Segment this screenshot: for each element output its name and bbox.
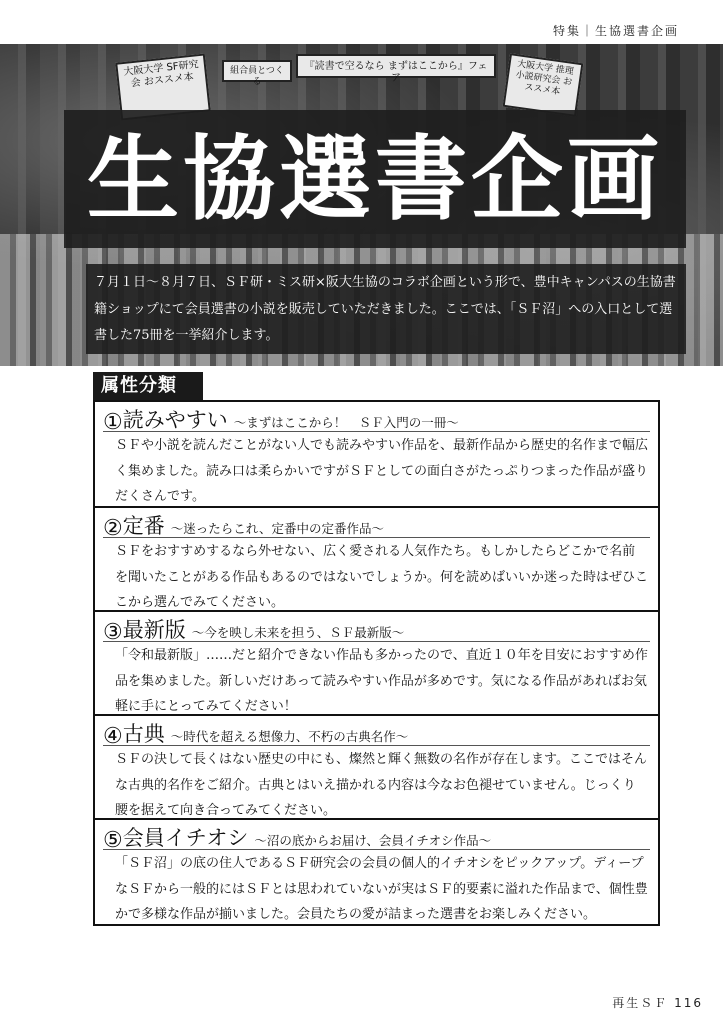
category-description: ＳＦをおすすめするなら外せない、広く愛される人気作たち。もしかしたらどこかで名前を聞いたことがある作品もあるのではないでしょうか。何を読めばいいか迷った時はぜひここから選んでみてください。 [115,544,649,610]
category-item [95,610,658,714]
sf-club-sign: 大阪大学 SF研究会 おススメ本 [115,53,211,120]
category-name: 会員イチオシ [122,826,249,850]
category-item [95,818,658,924]
category-subtitle: 〜沼の底からお届け、会員イチオシ作品〜 [254,833,492,848]
category-title [103,614,650,645]
category-subtitle: 〜時代を超える想像力、不朽の古典名作〜 [170,729,409,744]
category-number: ⑤ [103,828,123,853]
category-description: ＳＦや小説を読んだことがない人でも読みやすい作品を、最新作品から歴史的名作まで幅広く集めました。読み口は柔らかいですがＳＦとしての面白さがたっぷりつまった作品が盛りだくさんです。 [115,438,649,504]
category-name: 読みやすい [122,408,228,432]
fair-banner: 『読書で空るなら まずはここから』フェア [296,54,496,78]
categories-heading: 属性分類 [93,372,203,400]
category-item [95,506,658,610]
category-description: 「ＳＦ沼」の底の住人であるＳＦ研究会の会員の個人的イチオシをピックアップ。ディープなＳＦから一般的にはＳＦとは思われていないが実はＳＦ的要素に溢れた作品まで、個性豊かで多様な作品が揃いました。会員たちの愛が詰まった選書をお楽しみください。 [115,856,648,922]
coop-sign: 組合員とつくる [222,60,292,82]
category-item [95,714,658,818]
category-name: 最新版 [122,618,186,642]
category-description: 「令和最新版」……だと紹介できない作品も多かったので、直近１０年を目安におすすめ作品を集めました。新しいだけあって読みやすい作品が多めです。気になる作品があればお気軽に手にとってみてください！ [115,648,648,714]
category-subtitle: 〜まずはここから！ ＳＦ入門の一冊〜 [233,415,459,430]
section-label: 特集｜生協選書企画 [552,24,679,38]
page-footer: 再生ＳＦ 116 [612,996,703,1010]
category-number: ② [103,516,123,541]
category-number: ④ [103,724,123,749]
category-name: 古典 [122,722,165,746]
category-number: ① [103,410,123,435]
category-description: ＳＦの決して長くはない歴史の中にも、燦然と輝く無数の名作が存在します。ここではそんな古典的名作をご紹介。古典とはいえ描かれる内容は今なお色褪せていません。じっくり腰を据えて向き合ってみてください。 [115,752,647,818]
category-title [103,404,650,435]
category-item [95,402,658,506]
category-subtitle: 〜今を映し未来を担う、ＳＦ最新版〜 [191,625,405,640]
category-title [103,718,650,749]
page-title: 生協選書企画 [86,125,663,233]
category-number: ③ [103,620,123,645]
category-name: 定番 [122,514,165,538]
intro-paragraph: ７月１日〜８月７日、ＳＦ研・ミス研×阪大生協のコラボ企画という形で、豊中キャンパスの生協書籍ショップにて会員選書の小説を販売していただきました。ここでは、「ＳＦ沼」への入口として選書した75冊を一挙紹介します。 [94,275,676,343]
categories-box [93,400,660,926]
category-title [103,822,650,853]
category-subtitle: 〜迷ったらこれ、定番中の定番作品〜 [170,521,384,536]
mystery-club-sign: 大阪大学 推理小説研究会 おススメ本 [503,53,584,117]
category-title [103,510,650,541]
